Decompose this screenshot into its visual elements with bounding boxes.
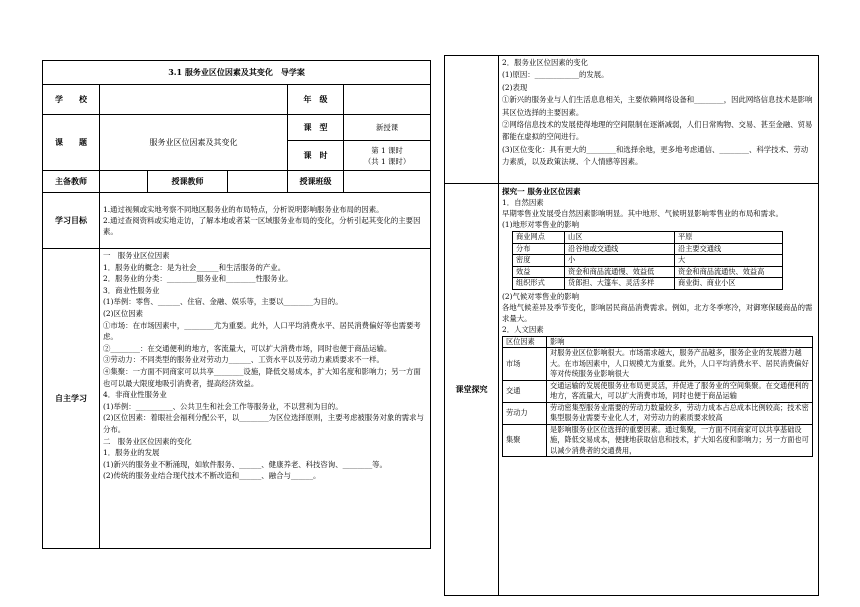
lesson-type-label: 课 型 <box>288 115 344 141</box>
self-line: (1)举例：__________、公共卫生和社会工作等服务业，不以营利为目的。 <box>103 401 343 411</box>
terrain-cell: 商业街、商业小区 <box>675 278 783 290</box>
period-value <box>344 141 431 171</box>
explore-p5: 各地气候差异及季节变化，影响居民商品消费需求。例如，北方冬季寒冷，对御寒保暖商品的需求量大。 <box>502 302 813 323</box>
self-study-label: 自主学习 <box>43 249 100 549</box>
upper-line: (2)表现 <box>502 82 528 92</box>
self-line: 1．服务业的概念：是为社会______和生活服务的产业。 <box>103 262 286 272</box>
explore-p3: (1)地形对零售业的影响 <box>502 220 579 229</box>
human-header-effect: 影响 <box>547 336 813 348</box>
explore-p2: 早期零售业发展受自然因素影响明显。其中地形、气候明显影响零售业的布局和需求。 <box>502 209 783 218</box>
terrain-cell: 效益 <box>513 266 565 278</box>
explore-p1: 1．自然因素 <box>502 198 544 207</box>
upper-line: (1)原因：____________的发展。 <box>502 70 609 80</box>
prep-teacher-label: 主备教师 <box>43 171 100 193</box>
terrain-cell: 组织形式 <box>513 278 565 290</box>
grade-value <box>344 85 431 115</box>
terrain-cell: 商业网点 <box>513 232 565 244</box>
upper-line: ②网络信息技术的发展使得地理的空间限制在逐渐减弱，人们日常购物、交易、甚至金融、贸易都能在虚拟的空间进行。 <box>502 120 813 142</box>
school-value <box>100 85 288 115</box>
teaching-teacher-label: 授课教师 <box>148 171 228 193</box>
self-line: (2)传统的服务业结合现代技术不断改造和______、融合与______。 <box>103 471 321 481</box>
human-factor: 市场 <box>503 348 547 381</box>
school-label: 学 校 <box>43 85 100 115</box>
terrain-cell: 沿谷地或交通线 <box>565 243 675 255</box>
explore-p6: 2．人文因素 <box>502 324 544 334</box>
human-factors-table <box>502 336 813 458</box>
explore-title: 探究一 服务业区位因素 <box>502 187 581 196</box>
terrain-cell: 沿主要交通线 <box>675 243 783 255</box>
class-explore-label: 课堂探究 <box>445 184 499 596</box>
upper-line: ①新兴的服务业与人们生活息息相关，主要依赖网络设备和________，因此网络信息技术是影响其区位选择的主要因素。 <box>502 95 813 117</box>
period-value-2: （共 1 课时） <box>363 156 411 166</box>
left-page <box>42 60 430 549</box>
human-factor: 劳动力 <box>503 402 547 424</box>
doc-title: 3.1 服务业区位因素及其变化 导学案 <box>43 61 431 85</box>
grade-label: 年 级 <box>288 85 344 115</box>
goal-1: 1.通过视频或实地考察不同地区服务业的布局特点，分析说明影响服务业布局的因素。 <box>103 205 384 214</box>
human-effect: 交通运输的发展使服务业布局更灵活，并促进了服务业的空间集聚。在交通便利的地方，客流量大，可以扩大消费市场，同时也便于商品运输 <box>547 380 813 402</box>
upper-line: 2．服务业区位因素的变化 <box>502 58 589 67</box>
self-line: 一 服务业区位因素 <box>103 251 170 260</box>
human-effect: 是影响服务业区位选择的重要因素。通过集聚，一方面不同商家可以共享基础设施，降低交易成本，便捷地获取信息和技术，扩大知名度和影响力；另一方面也可以减少消费者的交通费用， <box>547 424 813 457</box>
human-factor: 集聚 <box>503 424 547 457</box>
goals-content <box>100 193 431 249</box>
period-label: 课 时 <box>288 141 344 171</box>
right-table <box>444 55 819 596</box>
self-line: (2)区位因素：着眼社会福利分配公平，以________为区位选择原则，主要考虑被服务对象的需求与分布。 <box>103 413 424 434</box>
terrain-cell: 资金和商品流通快、效益高 <box>675 266 783 278</box>
human-effect: 对服务业区位影响很大。市场需求越大，服务产品越多，服务企业的发展潜力越大。在市场因素中，人口规模尤为重要。此外，人口平均消费水平、居民消费偏好等对传统服务业影响很大 <box>547 348 813 381</box>
terrain-cell: 山区 <box>565 232 675 244</box>
self-line: 3．商业性服务业 <box>103 285 160 295</box>
self-line: ③劳动力：不同类型的服务业对劳动力______、工资水平以及劳动力素质要求不一样。 <box>103 355 384 365</box>
topic-label: 课 题 <box>43 115 100 171</box>
self-line: (1)举例：零售、______、住宿、金融、娱乐等，主要以________为目的。 <box>103 297 343 307</box>
self-line: 二 服务业区位因素的变化 <box>103 436 192 446</box>
terrain-cell: 货郎担、大篷车、灵活多样 <box>565 278 675 290</box>
self-line: (1)新兴的服务业不断涌现，如软件服务、______、健康养老、科技咨询、________等。 <box>103 459 387 469</box>
upper-line: (3)区位变化：具有更大的________和选择余地，更多地考虑通信、________、科学技术、劳动力素质，以及政策法规、个人情感等因素。 <box>502 144 809 167</box>
terrain-cell: 小 <box>565 255 675 267</box>
class-value <box>344 171 431 193</box>
teaching-teacher-value <box>228 171 288 193</box>
self-line: 2．服务业的分类：________服务业和________性服务业。 <box>103 274 293 284</box>
self-line: 4．非商业性服务业 <box>103 390 167 400</box>
self-line: 1．服务业的发展 <box>103 448 160 458</box>
right-upper-content <box>499 56 819 184</box>
terrain-cell: 资金和商品流通慢、效益低 <box>565 266 675 278</box>
class-label: 授课班级 <box>288 171 344 193</box>
self-line: ①市场：在市场因素中，________尤为重要。此外，人口平均消费水平、居民消费偏好等也需要考虑。 <box>103 320 421 342</box>
self-study-content <box>100 249 431 549</box>
self-line: (2)区位因素 <box>103 308 144 318</box>
terrain-table <box>512 231 783 290</box>
goals-label: 学习目标 <box>43 193 100 249</box>
prep-teacher-value <box>100 171 148 193</box>
goal-2: 2.通过查阅资料或实地走访，了解本地或者某一区域服务业布局的变化，分析引起其变化的主要因素。 <box>103 216 421 236</box>
self-line: ④集聚：一方面不同商家可以共享________设施，降低交易成本，扩大知名度和影响力；另一方面也可以最大限度地吸引消费者，提高经济效益。 <box>103 366 421 388</box>
explore-p4: (2)气候对零售业的影响 <box>502 291 579 301</box>
lesson-type-value: 新授课 <box>344 115 431 141</box>
left-table <box>42 60 431 549</box>
terrain-cell: 密度 <box>513 255 565 267</box>
terrain-cell: 大 <box>675 255 783 267</box>
human-effect: 劳动密集型服务业需要的劳动力数量较多，劳动力成本占总成本比例较高；技术密集型服务业需要专业化人才，对劳动力的素质要求较高 <box>547 402 813 424</box>
topic-value: 服务业区位因素及其变化 <box>100 115 288 171</box>
right-upper-label-cell <box>445 56 499 184</box>
period-value-1: 第 1 课时 <box>371 145 403 155</box>
class-explore-content <box>499 184 819 596</box>
terrain-cell: 分布 <box>513 243 565 255</box>
right-page <box>444 55 818 596</box>
terrain-cell: 平原 <box>675 232 783 244</box>
human-header-factor: 区位因素 <box>503 336 547 348</box>
self-line: ②________：在交通便利的地方，客流量大，可以扩大消费市场，同时也便于商品运输。 <box>103 343 392 353</box>
human-factor: 交通 <box>503 380 547 402</box>
